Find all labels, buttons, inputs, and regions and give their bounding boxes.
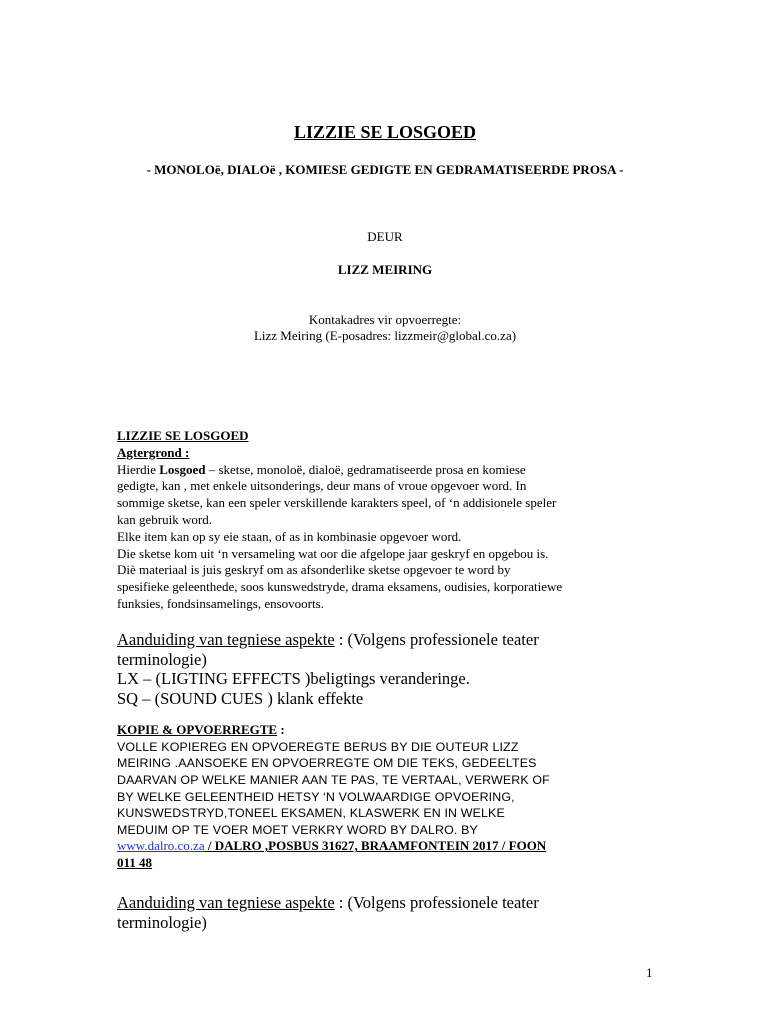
dalro-link[interactable]: www.dalro.co.za (117, 838, 205, 854)
background-line: spesifieke geleenthede, soos kunswedstryde, drama eksamens, oudisies, korporatiewe (117, 579, 563, 595)
technical-repeat-line2: terminologie) (117, 912, 207, 932)
technical-heading-line: Aanduiding van tegniese aspekte : (Volgens professionele teater (117, 630, 539, 649)
copyright-line: DAARVAN OP WELKE MANIER AAN TE PAS, TE VERTAAL, VERWERK OF (117, 772, 550, 787)
background-section (117, 428, 662, 613)
page-number: 1 (646, 965, 653, 980)
background-subheading: Agtergrond : (117, 444, 190, 460)
background-line: Diè materiaal is juis geskryf om as afsonderlike sketse opgevoer te word by (117, 562, 511, 578)
author-name: LIZZ MEIRING (337, 262, 433, 277)
by-label: DEUR (367, 229, 403, 244)
document-subtitle: - MONOLOë, DIALOë , KOMIESE GEDIGTE EN GEDRAMATISEERDE PROSA - (146, 162, 624, 177)
dalro-address: / DALRO ,POSBUS 31627, BRAAMFONTEIN 2017 / FOON (204, 838, 547, 854)
technical-heading: Aanduiding van tegniese aspekte (117, 630, 335, 649)
background-heading: LIZZIE SE LOSGOED (117, 428, 249, 443)
technical-repeat-heading-line: Aanduiding van tegniese aspekte : (Volgens professionele teater (117, 893, 539, 912)
background-line: kan gebruik word. (117, 511, 212, 527)
background-line: sommige sketse, kan een speler verskillende karakters speel, of ‘n addisionele speler (117, 495, 557, 511)
technical-repeat-section (117, 893, 662, 932)
sq-line: SQ – (SOUND CUES ) klank effekte (117, 688, 364, 708)
losgoed-emphasis: Losgoed (159, 461, 206, 477)
dalro-phone: 011 48 (117, 855, 153, 871)
copyright-heading: KOPIE & OPVOERREGTE (117, 722, 278, 737)
document-title: LIZZIE SE LOSGOED (293, 122, 477, 142)
background-line: gedigte, kan , met enkele uitsonderings, deur mans of vroue opgevoer word. In (117, 478, 527, 494)
technical-section (117, 630, 662, 708)
background-line: Elke item kan op sy eie staan, of as in kombinasie opgevoer word. (117, 528, 462, 544)
lx-line: LX – (LIGTING EFFECTS )beligtings veranderinge. (117, 669, 470, 688)
copyright-line: MEIRING .AANSOEKE EN OPVOERREGTE OM DIE TEKS, GEDEELTES (117, 756, 537, 771)
background-line: Hierdie Losgoed – sketse, monoloë, dialoë, gedramatiseerde prosa en komiese (117, 461, 526, 477)
copyright-line: KUNSWEDSTRYD,TONEEL EKSAMEN, KLASWERK EN IN WELKE (117, 806, 505, 821)
background-line: funksies, fondsinsamelings, ensovoorts. (117, 595, 324, 611)
background-line: Die sketse kom uit ‘n versameling wat oor die afgelope jaar geskryf en opgebou is. (117, 545, 549, 561)
copyright-section (117, 722, 662, 872)
contact-label: Kontakadres vir opvoerregte: (308, 312, 462, 327)
copyright-line: VOLLE KOPIEREG EN OPVOEREGTE BERUS BY DIE OUTEUR LIZZ (117, 739, 519, 754)
copyright-line: MEDUIM OP TE VOER MOET VERKRY WORD BY DALRO. BY (117, 822, 478, 837)
copyright-line: BY WELKE GELEENTHEID HETSY ‘N VOLWAARDIGE OPVOERING, (117, 789, 515, 804)
technical-repeat-heading: Aanduiding van tegniese aspekte (117, 893, 335, 912)
copyright-body (117, 739, 662, 839)
technical-heading-line2: terminologie) (117, 649, 207, 669)
copyright-heading-line: KOPIE & OPVOERREGTE : (117, 722, 285, 737)
contact-line: Lizz Meiring (E-posadres: lizzmeir@global.co.za) (253, 328, 517, 343)
dalro-line (117, 838, 662, 855)
